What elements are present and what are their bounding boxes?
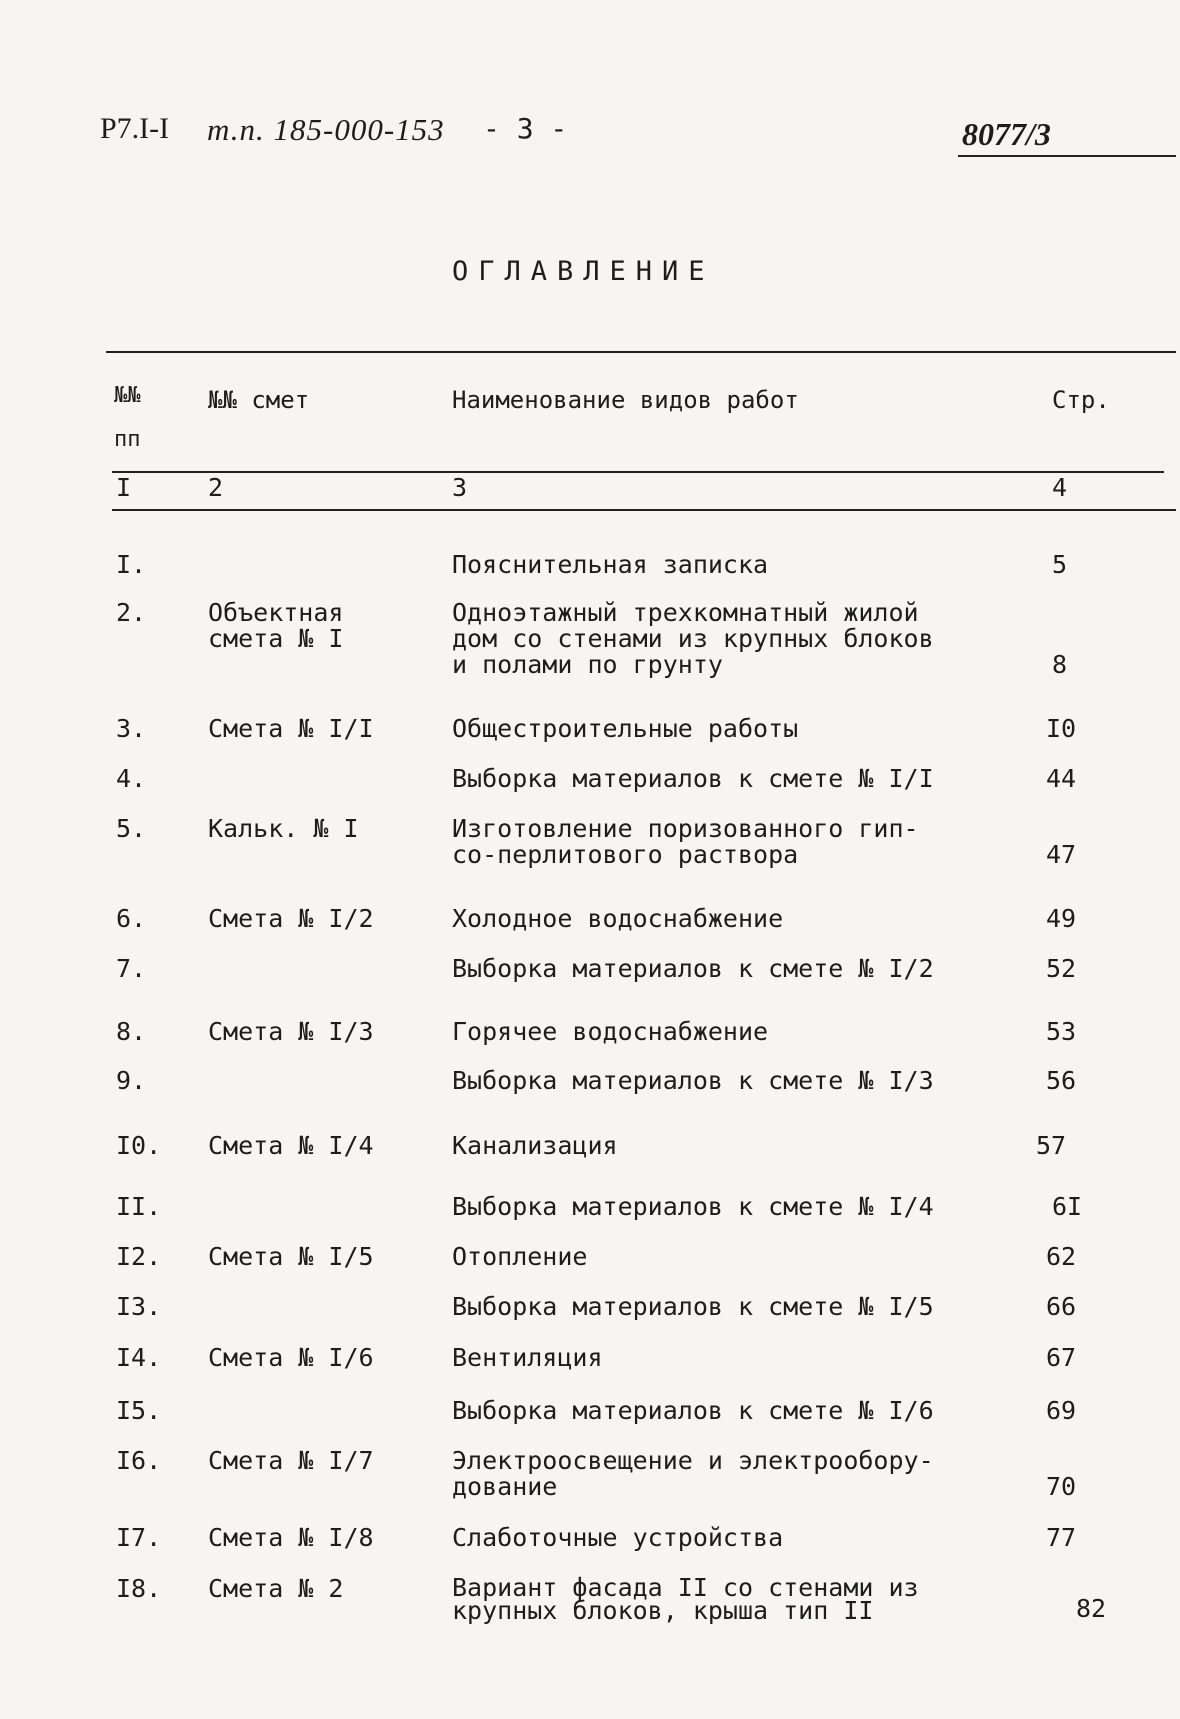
row-work-name: Электроосвещение и электрообору- дование: [452, 1446, 934, 1501]
row-work-name: Выборка материалов к смете № I/5: [452, 1292, 934, 1321]
row-work-name: Горячее водоснабжение: [452, 1017, 769, 1046]
header-page: Стр.: [1052, 386, 1110, 414]
row-page: 67: [1046, 1343, 1077, 1372]
table-row: [0, 1292, 1180, 1321]
row-page: 69: [1046, 1396, 1077, 1425]
table-row: [0, 1131, 1180, 1160]
row-work-name: Канализация: [452, 1131, 618, 1160]
row-number: 6.: [116, 904, 147, 933]
row-page: 44: [1046, 764, 1077, 793]
typical-project-number: т.п. 185-000-153: [207, 112, 445, 147]
row-work-name: Выборка материалов к смете № I/4: [452, 1192, 934, 1221]
table-row: [0, 1523, 1180, 1552]
row-number: 3.: [116, 714, 147, 743]
table-row: [0, 904, 1180, 933]
column-numbers-top-rule: [112, 471, 1164, 473]
row-number: I8.: [116, 1574, 162, 1603]
row-work-name: Выборка материалов к смете № I/3: [452, 1066, 934, 1095]
row-number: I3.: [116, 1292, 162, 1321]
table-row: [0, 550, 1180, 579]
row-estimate: Смета № I/6: [208, 1343, 374, 1372]
column-numbers-bottom-rule: [112, 509, 1176, 511]
table-row: [0, 1242, 1180, 1271]
row-number: 8.: [116, 1017, 147, 1046]
row-estimate: Смета № I/3: [208, 1017, 374, 1046]
row-number: I4.: [116, 1343, 162, 1372]
document-code: Р7.I-I: [100, 112, 170, 145]
row-estimate: Смета № I/7: [208, 1446, 374, 1475]
row-number: I7.: [116, 1523, 162, 1552]
table-row: [0, 1573, 1180, 1625]
table-row: [0, 954, 1180, 983]
row-page: 70: [1046, 1472, 1077, 1501]
table-row: [0, 1396, 1180, 1425]
table-top-rule: [106, 351, 1176, 353]
row-work-name: Отопление: [452, 1242, 588, 1271]
row-estimate: Кальк. № I: [208, 814, 359, 843]
row-estimate: Смета № I/I: [208, 714, 374, 743]
row-work-name: Одноэтажный трехкомнатный жилой дом со стенами из крупных блоков и полами по грунту: [452, 598, 934, 679]
row-page: 49: [1046, 904, 1077, 933]
row-work-name: Холодное водоснабжение: [452, 904, 784, 933]
row-estimate: Смета № I/2: [208, 904, 374, 933]
row-estimate: Смета № I/5: [208, 1242, 374, 1271]
row-page: 5: [1052, 550, 1068, 579]
page-title: ОГЛАВЛЕНИЕ: [452, 256, 715, 287]
row-work-name: Общестроительные работы: [452, 714, 799, 743]
header-rule: [958, 155, 1176, 157]
row-number: I2.: [116, 1242, 162, 1271]
row-work-name: Пояснительная записка: [452, 550, 769, 579]
table-row: [0, 814, 1180, 869]
table-row: [0, 1066, 1180, 1095]
row-work-name: Выборка материалов к смете № I/2: [452, 954, 934, 983]
row-page: 82: [1076, 1594, 1107, 1623]
row-estimate: Смета № I/4: [208, 1131, 374, 1160]
column-number-3: 3: [452, 473, 468, 502]
row-number: 7.: [116, 954, 147, 983]
table-row: [0, 1343, 1180, 1372]
registration-number: 8077/3: [962, 116, 1051, 152]
table-row: [0, 1446, 1180, 1501]
row-work-name: Вариант фасада II со стенами из крупных блоков, крыша тип II: [452, 1573, 919, 1625]
column-number-2: 2: [208, 473, 224, 502]
table-row: [0, 714, 1180, 743]
row-page: 52: [1046, 954, 1077, 983]
row-work-name: Слаботочные устройства: [452, 1523, 784, 1552]
row-estimate: Смета № I/8: [208, 1523, 374, 1552]
header-row-number: №№ пп: [114, 383, 141, 452]
row-page: I0: [1046, 714, 1077, 743]
row-page: 57: [1036, 1131, 1067, 1160]
row-work-name: Выборка материалов к смете № I/6: [452, 1396, 934, 1425]
row-number: I6.: [116, 1446, 162, 1475]
row-number: I0.: [116, 1131, 162, 1160]
row-work-name: Вентиляция: [452, 1343, 603, 1372]
row-number: II.: [116, 1192, 162, 1221]
row-page: 56: [1046, 1066, 1077, 1095]
row-number: I.: [116, 550, 147, 579]
row-work-name: Изготовление поризованного гип- со-перлитового раствора: [452, 814, 919, 869]
table-row: [0, 764, 1180, 793]
row-page: 66: [1046, 1292, 1077, 1321]
row-number: I5.: [116, 1396, 162, 1425]
row-estimate: Объектная смета № I: [208, 598, 344, 653]
column-number-1: I: [116, 473, 132, 502]
row-page: 62: [1046, 1242, 1077, 1271]
row-page: 53: [1046, 1017, 1077, 1046]
row-page: 8: [1052, 650, 1068, 679]
row-number: 2.: [116, 598, 147, 627]
row-page: 6I: [1052, 1192, 1083, 1221]
table-row: [0, 1192, 1180, 1221]
row-number: 5.: [116, 814, 147, 843]
header-work-name: Наименование видов работ: [452, 386, 799, 414]
row-estimate: Смета № 2: [208, 1574, 344, 1603]
column-number-4: 4: [1052, 473, 1068, 502]
row-page: 77: [1046, 1523, 1077, 1552]
row-page: 47: [1046, 840, 1077, 869]
page-number: - 3 -: [483, 112, 568, 145]
row-number: 9.: [116, 1066, 147, 1095]
row-work-name: Выборка материалов к смете № I/I: [452, 764, 934, 793]
table-row: [0, 1017, 1180, 1046]
header-estimate: №№ смет: [208, 386, 310, 414]
row-number: 4.: [116, 764, 147, 793]
table-row: [0, 598, 1180, 679]
